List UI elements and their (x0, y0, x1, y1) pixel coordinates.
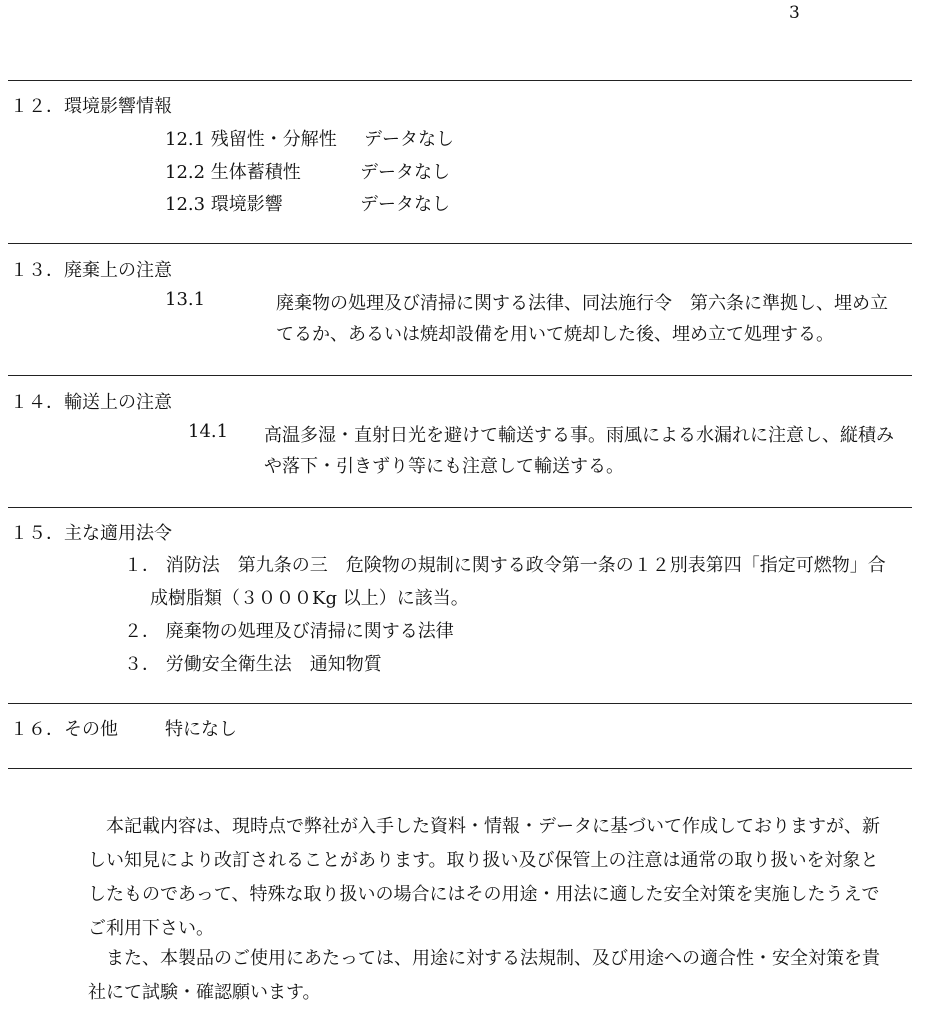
section-15-heading: １５．主な適用法令 (10, 523, 172, 544)
section-divider (8, 703, 912, 704)
section-14-heading: １４．輸送上の注意 (10, 392, 172, 413)
section-12-item-1-label: 12.1 残留性・分解性 (165, 129, 337, 150)
section-12-item-2-value: データなし (360, 162, 450, 183)
section-15-item-1-line-2: 成樹脂類（３０００Kg 以上）に該当。 (150, 588, 469, 609)
section-12-item-3-label: 12.3 環境影響 (165, 194, 283, 215)
section-13-item-line-1: 廃棄物の処理及び清掃に関する法律、同法施行令 第六条に準拠し、埋め立 (276, 293, 888, 314)
section-16-value: 特になし (165, 719, 237, 740)
section-15-item-2: ２． 廃棄物の処理及び清掃に関する法律 (124, 621, 454, 642)
section-12-item-1-value: データなし (364, 129, 454, 150)
disclaimer-line: 社にて試験・確認願います。 (88, 982, 321, 1003)
section-14-item-line-1: 高温多湿・直射日光を避けて輸送する事。雨風による水漏れに注意し、縦積み (264, 425, 894, 446)
section-divider (8, 768, 912, 769)
disclaimer-line: また、本製品のご使用にあたっては、用途に対する法規制、及び用途への適合性・安全対策を貴 (88, 948, 880, 969)
section-13-item-label: 13.1 (165, 289, 206, 310)
section-divider (8, 243, 912, 244)
disclaimer-line: 本記載内容は、現時点で弊社が入手した資料・情報・データに基づいて作成しておりますが、新 (88, 816, 880, 837)
section-12-item-2-label: 12.2 生体蓄積性 (165, 162, 301, 183)
section-12-item-3-value: データなし (360, 194, 450, 215)
section-13-heading: １３．廃棄上の注意 (10, 260, 172, 281)
disclaimer-paragraph-1 (88, 810, 880, 946)
disclaimer-line: しい知見により改訂されることがあります。取り扱い及び保管上の注意は通常の取り扱いを対象と (88, 850, 879, 871)
disclaimer-line: したものであって、特殊な取り扱いの場合にはその用途・用法に適した安全対策を実施したうえで (88, 884, 880, 905)
section-14-item-label: 14.1 (188, 421, 229, 442)
section-divider (8, 375, 912, 376)
disclaimer-line: ご利用下さい。 (88, 918, 214, 939)
page-number: 3 (789, 3, 800, 23)
section-15-item-3: ３． 労働安全衛生法 通知物質 (124, 654, 382, 675)
section-divider (8, 507, 912, 508)
section-16-heading: １６．その他 (10, 719, 118, 740)
section-14-item-line-2: や落下・引きずり等にも注意して輸送する。 (264, 456, 624, 477)
section-13-item-line-2: てるか、あるいは焼却設備を用いて焼却した後、埋め立て処理する。 (276, 324, 834, 345)
section-15-item-1-line-1: １． 消防法 第九条の三 危険物の規制に関する政令第一条の１２別表第四「指定可燃物」合 (124, 555, 886, 576)
section-divider (8, 80, 912, 81)
section-12-heading: １２．環境影響情報 (10, 96, 172, 117)
